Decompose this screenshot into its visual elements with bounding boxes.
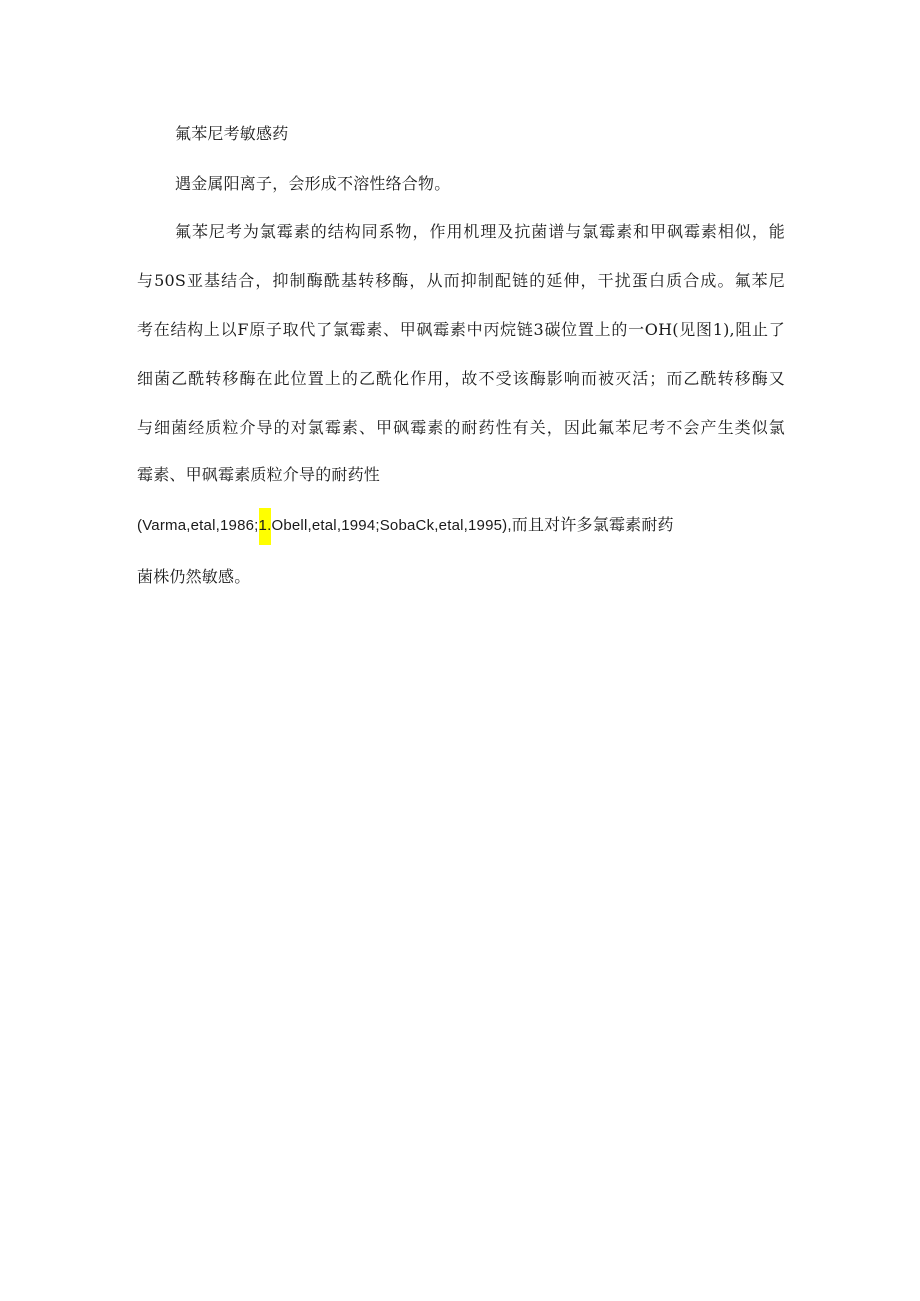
paragraph-line-4: 细菌乙酰转移酶在此位置上的乙酰化作用，故不受该酶影响而被灭活；而乙酰转移酶又 xyxy=(137,369,785,388)
paragraph-line-3: 考在结构上以F原子取代了氯霉素、甲砜霉素中丙烷链3碳位置上的一OH(见图1),阻止了 xyxy=(137,320,785,339)
paragraph-line-6: 霉素、甲砜霉素质粒介导的耐药性 xyxy=(137,465,381,484)
paragraph-line-5: 与细菌经质粒介导的对氯霉素、甲砜霉素的耐药性有关，因此氟苯尼考不会产生类似氯 xyxy=(137,418,785,437)
document-title: 氟苯尼考敏感药 xyxy=(175,124,289,143)
paragraph-line-2: 与50S亚基结合，抑制酶酰基转移酶，从而抑制配链的延伸，干扰蛋白质合成。氟苯尼 xyxy=(137,271,785,290)
citation-highlight: 1. xyxy=(259,508,272,545)
citation-line xyxy=(137,515,674,536)
citation-tail: 而且对许多氯霉素耐药 xyxy=(511,515,674,534)
citation-after: Obell,etal,1994;SobaCk,etal,1995), xyxy=(271,517,512,534)
paragraph-last-line: 菌株仍然敏感。 xyxy=(137,567,251,586)
paragraph-metal-ions: 遇金属阳离子，会形成不溶性络合物。 xyxy=(175,174,451,193)
paragraph-line-1: 氟苯尼考为氯霉素的结构同系物，作用机理及抗菌谱与氯霉素和甲砜霉素相似，能 xyxy=(175,222,785,241)
citation-before: (Varma,etal,1986; xyxy=(137,517,259,534)
